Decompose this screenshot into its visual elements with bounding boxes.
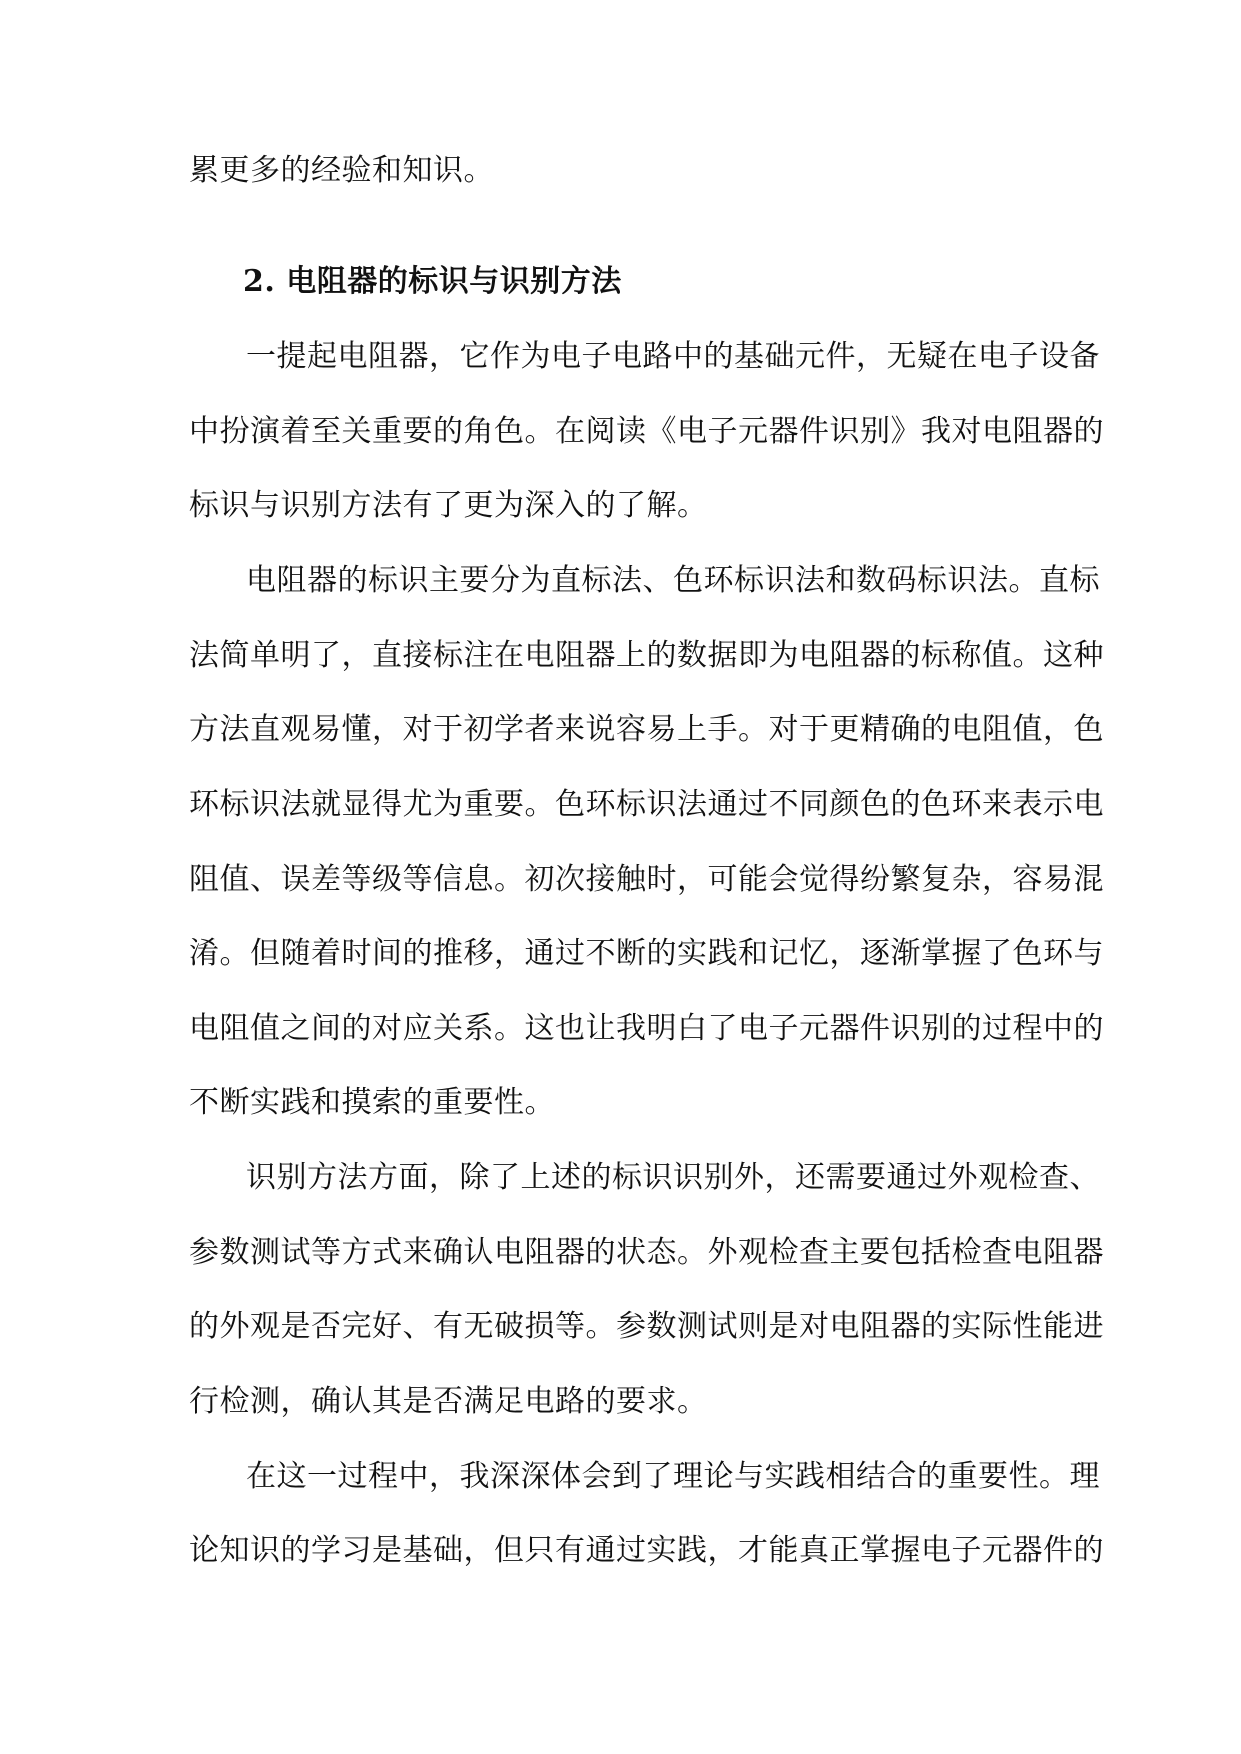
text-line: 法简单明了，直接标注在电阻器上的数据即为电阻器的标称值。这种 — [189, 638, 1104, 673]
text-line: 不断实践和摸索的重要性。 — [189, 1085, 555, 1120]
section-heading: 2. 电阻器的标识与识别方法 — [243, 264, 622, 299]
text-line: 一提起电阻器，它作为电子电路中的基础元件，无疑在电子设备 — [246, 339, 1100, 374]
text-line: 阻值、误差等级等信息。初次接触时，可能会觉得纷繁复杂，容易混 — [189, 862, 1104, 897]
text-line: 参数测试等方式来确认电阻器的状态。外观检查主要包括检查电阻器 — [189, 1235, 1104, 1270]
text-line: 淆。但随着时间的推移，通过不断的实践和记忆，逐渐掌握了色环与 — [189, 936, 1104, 971]
text-line: 电阻值之间的对应关系。这也让我明白了电子元器件识别的过程中的 — [189, 1011, 1104, 1046]
text-line: 识别方法方面，除了上述的标识识别外，还需要通过外观检查、 — [246, 1160, 1100, 1195]
text-line: 的外观是否完好、有无破损等。参数测试则是对电阻器的实际性能进 — [189, 1309, 1104, 1344]
text-line: 累更多的经验和知识。 — [189, 153, 494, 188]
text-line: 行检测，确认其是否满足电路的要求。 — [189, 1384, 708, 1419]
text-line: 标识与识别方法有了更为深入的了解。 — [189, 488, 708, 523]
text-line: 环标识法就显得尤为重要。色环标识法通过不同颜色的色环来表示电 — [189, 787, 1104, 822]
text-line: 在这一过程中，我深深体会到了理论与实践相结合的重要性。理 — [246, 1459, 1100, 1494]
text-line: 方法直观易懂，对于初学者来说容易上手。对于更精确的电阻值，色 — [189, 712, 1104, 747]
text-line: 论知识的学习是基础，但只有通过实践，才能真正掌握电子元器件的 — [189, 1533, 1104, 1568]
text-line: 中扮演着至关重要的角色。在阅读《电子元器件识别》我对电阻器的 — [189, 414, 1104, 449]
text-line: 电阻器的标识主要分为直标法、色环标识法和数码标识法。直标 — [246, 563, 1100, 598]
